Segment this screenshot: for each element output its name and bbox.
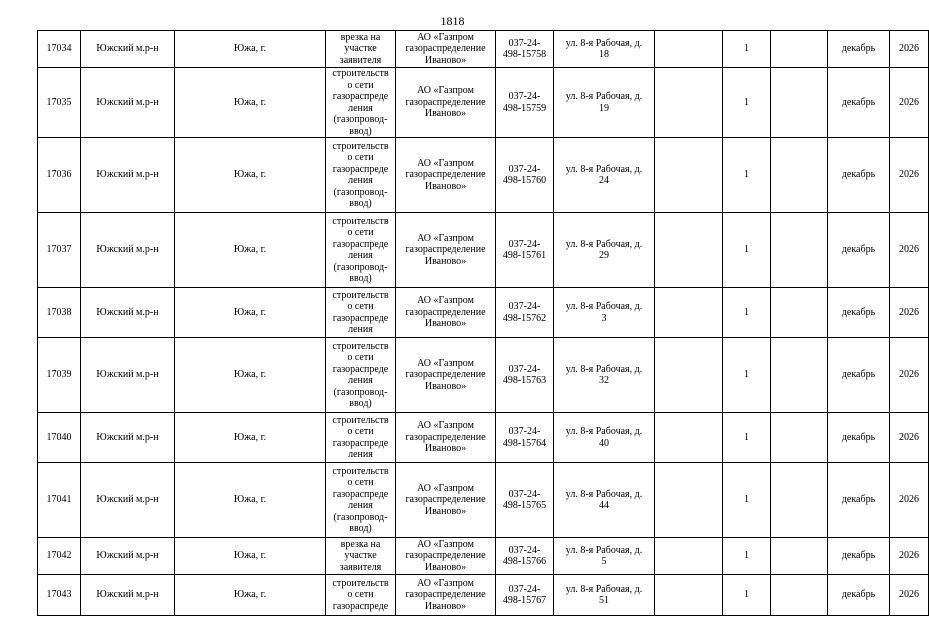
- cell-locality: Южа, г.: [175, 288, 326, 338]
- cell-work-type-line: заявителя: [339, 561, 382, 573]
- cell-organization-line: Иваново»: [424, 380, 467, 392]
- cell-work-type-line: о сети: [347, 477, 374, 488]
- cell-address-line: ул. 8-я Рабочая, д.: [565, 301, 643, 312]
- cell-organization: [396, 463, 496, 538]
- cell-work-type-line: ввод): [349, 125, 372, 137]
- cell-organization-line: газораспределение: [405, 369, 486, 381]
- cell-organization-line: Иваново»: [424, 54, 467, 66]
- cell-quantity: 1: [723, 338, 771, 413]
- cell-work-type-line: ления: [348, 175, 373, 186]
- cell-code: [496, 213, 554, 288]
- cell-organization-line: АО «Газпром: [417, 538, 474, 550]
- cell-month: декабрь: [828, 138, 890, 213]
- cell-year: 2026: [890, 338, 929, 413]
- cell-work-type-line: ввод): [349, 398, 372, 409]
- cell-work-type: [326, 68, 396, 138]
- cell-work-type-line: о сети: [347, 426, 374, 437]
- cell-code-line: 037-24-: [508, 488, 541, 500]
- cell-id: 17041: [38, 463, 81, 538]
- table-row: [38, 463, 929, 538]
- cell-district: Южский м.р-н: [81, 68, 175, 138]
- cell-address-line: ул. 8-я Рабочая, д.: [565, 583, 643, 595]
- cell-address-line: 3: [601, 312, 607, 324]
- cell-work-type-line: ления: [348, 500, 373, 511]
- cell-work-type-line: строительств: [332, 340, 389, 352]
- cell-work-type-line: (газопровод-: [333, 186, 388, 198]
- cell-work-type-line: (газопровод-: [333, 114, 388, 125]
- cell-work-type-line: о сети: [347, 589, 374, 601]
- cell-work-type: [326, 338, 396, 413]
- cell-work-type-line: (газопровод-: [333, 261, 388, 273]
- cell-quantity: 1: [723, 575, 771, 616]
- cell-month: декабрь: [828, 288, 890, 338]
- cell-month: декабрь: [828, 538, 890, 575]
- cell-empty-1: [655, 538, 723, 575]
- cell-quantity: 1: [723, 68, 771, 138]
- cell-code-line: 498-15760: [502, 175, 547, 186]
- cell-address-line: 44: [599, 500, 609, 511]
- cell-empty-1: [655, 338, 723, 413]
- cell-address-line: 32: [599, 375, 609, 386]
- cell-locality: Южа, г.: [175, 575, 326, 616]
- cell-work-type: [326, 31, 396, 68]
- cell-locality: Южа, г.: [175, 213, 326, 288]
- cell-year: 2026: [890, 413, 929, 463]
- cell-year: 2026: [890, 31, 929, 68]
- cell-code-line: 037-24-: [508, 583, 541, 595]
- cell-year: 2026: [890, 538, 929, 575]
- cell-month: декабрь: [828, 338, 890, 413]
- cell-organization: [396, 338, 496, 413]
- cell-empty-2: [771, 338, 828, 413]
- cell-address-line: 29: [599, 250, 609, 261]
- cell-organization-line: газораспределение: [405, 306, 486, 318]
- cell-organization-line: газораспределение: [405, 96, 486, 108]
- cell-code-line: 498-15767: [502, 595, 547, 606]
- cell-work-type-line: строительств: [332, 465, 389, 477]
- cell-empty-2: [771, 138, 828, 213]
- cell-quantity: 1: [723, 288, 771, 338]
- cell-address-line: 24: [599, 175, 609, 186]
- cell-organization-line: газораспределение: [405, 244, 486, 256]
- cell-work-type-line: врезка на: [340, 538, 381, 550]
- cell-empty-1: [655, 138, 723, 213]
- cell-code-line: 498-15765: [502, 500, 547, 511]
- cell-work-type-line: о сети: [347, 352, 374, 363]
- cell-district: Южский м.р-н: [81, 213, 175, 288]
- cell-locality: Южа, г.: [175, 31, 326, 68]
- cell-code-line: 498-15763: [502, 375, 547, 386]
- cell-code-line: 037-24-: [508, 91, 541, 102]
- cell-organization: [396, 413, 496, 463]
- cell-empty-1: [655, 68, 723, 138]
- cell-empty-2: [771, 31, 828, 68]
- cell-work-type-line: строительств: [332, 215, 389, 227]
- cell-address-line: 18: [599, 49, 609, 60]
- cell-organization-line: Иваново»: [424, 443, 467, 455]
- cell-month: декабрь: [828, 463, 890, 538]
- cell-locality: Южа, г.: [175, 338, 326, 413]
- cell-address-line: ул. 8-я Рабочая, д.: [565, 91, 643, 102]
- cell-code: [496, 463, 554, 538]
- cell-id: 17035: [38, 68, 81, 138]
- table-row: [38, 68, 929, 138]
- cell-address: [554, 68, 655, 138]
- cell-address: [554, 338, 655, 413]
- cell-work-type-line: о сети: [347, 301, 374, 312]
- cell-district: Южский м.р-н: [81, 575, 175, 616]
- cell-work-type-line: (газопровод-: [333, 511, 388, 523]
- cell-work-type-line: строительств: [332, 289, 389, 301]
- cell-code-line: 498-15758: [502, 49, 547, 60]
- cell-address: [554, 213, 655, 288]
- cell-empty-1: [655, 31, 723, 68]
- cell-work-type: [326, 575, 396, 616]
- cell-id: 17037: [38, 213, 81, 288]
- cell-code: [496, 338, 554, 413]
- table-row: [38, 538, 929, 575]
- cell-organization-line: АО «Газпром: [417, 157, 474, 169]
- cell-organization-line: Иваново»: [424, 318, 467, 330]
- cell-organization-line: Иваново»: [424, 180, 467, 192]
- cell-address-line: ул. 8-я Рабочая, д.: [565, 544, 643, 556]
- cell-district: Южский м.р-н: [81, 138, 175, 213]
- cell-work-type-line: газораспреде: [332, 312, 389, 324]
- cell-empty-2: [771, 575, 828, 616]
- cell-district: Южский м.р-н: [81, 338, 175, 413]
- cell-organization: [396, 68, 496, 138]
- cell-work-type-line: строительств: [332, 577, 389, 589]
- cell-id: 17040: [38, 413, 81, 463]
- cell-organization-line: АО «Газпром: [417, 577, 474, 589]
- cell-organization-line: Иваново»: [424, 561, 467, 573]
- cell-id: 17034: [38, 31, 81, 68]
- cell-code: [496, 575, 554, 616]
- cell-work-type-line: ления: [348, 324, 373, 335]
- cell-year: 2026: [890, 463, 929, 538]
- cell-empty-1: [655, 288, 723, 338]
- cell-work-type-line: строительств: [332, 68, 389, 79]
- cell-work-type: [326, 538, 396, 575]
- cell-work-type-line: ления: [348, 449, 373, 460]
- cell-code-line: 037-24-: [508, 37, 541, 49]
- cell-empty-2: [771, 68, 828, 138]
- cell-code: [496, 138, 554, 213]
- table-row: [38, 138, 929, 213]
- cell-organization-line: АО «Газпром: [417, 85, 474, 97]
- cell-code-line: 037-24-: [508, 301, 541, 312]
- cell-work-type-line: заявителя: [339, 54, 382, 66]
- cell-code-line: 037-24-: [508, 163, 541, 175]
- table-body: [38, 31, 929, 616]
- cell-organization-line: газораспределение: [405, 494, 486, 506]
- cell-organization: [396, 31, 496, 68]
- cell-code-line: 498-15759: [502, 102, 547, 114]
- cell-empty-2: [771, 463, 828, 538]
- cell-id: 17042: [38, 538, 81, 575]
- cell-address-line: ул. 8-я Рабочая, д.: [565, 363, 643, 375]
- cell-code: [496, 538, 554, 575]
- cell-year: 2026: [890, 575, 929, 616]
- cell-empty-1: [655, 575, 723, 616]
- cell-locality: Южа, г.: [175, 413, 326, 463]
- cell-code-line: 037-24-: [508, 238, 541, 250]
- cell-organization: [396, 138, 496, 213]
- cell-empty-2: [771, 288, 828, 338]
- cell-id: 17043: [38, 575, 81, 616]
- cell-address: [554, 463, 655, 538]
- cell-organization: [396, 575, 496, 616]
- cell-quantity: 1: [723, 213, 771, 288]
- cell-organization-line: АО «Газпром: [417, 232, 474, 244]
- cell-month: декабрь: [828, 31, 890, 68]
- cell-organization-line: АО «Газпром: [417, 295, 474, 307]
- cell-address: [554, 538, 655, 575]
- cell-code-line: 037-24-: [508, 544, 541, 556]
- cell-organization-line: газораспределение: [405, 43, 486, 55]
- cell-work-type-line: ввод): [349, 198, 372, 209]
- cell-code: [496, 68, 554, 138]
- cell-organization-line: АО «Газпром: [417, 357, 474, 369]
- cell-organization: [396, 288, 496, 338]
- cell-work-type-line: о сети: [347, 79, 374, 91]
- cell-quantity: 1: [723, 463, 771, 538]
- cell-work-type-line: ления: [348, 250, 373, 261]
- cell-empty-1: [655, 213, 723, 288]
- cell-work-type-line: участке: [344, 43, 377, 55]
- cell-address-line: ул. 8-я Рабочая, д.: [565, 488, 643, 500]
- cell-code-line: 498-15764: [502, 437, 547, 449]
- cell-work-type-line: врезка на: [340, 31, 381, 43]
- cell-organization-line: АО «Газпром: [417, 420, 474, 432]
- cell-district: Южский м.р-н: [81, 288, 175, 338]
- cell-work-type-line: участке: [344, 550, 377, 562]
- cell-work-type: [326, 213, 396, 288]
- cell-work-type: [326, 463, 396, 538]
- cell-address-line: 51: [599, 595, 609, 606]
- cell-district: Южский м.р-н: [81, 538, 175, 575]
- cell-work-type-line: газораспреде: [332, 238, 389, 250]
- cell-work-type-line: ввод): [349, 523, 372, 534]
- cell-quantity: 1: [723, 413, 771, 463]
- cell-organization-line: газораспределение: [405, 169, 486, 181]
- cell-work-type-line: о сети: [347, 227, 374, 238]
- cell-address-line: ул. 8-я Рабочая, д.: [565, 163, 643, 175]
- cell-organization-line: Иваново»: [424, 505, 467, 517]
- cell-quantity: 1: [723, 538, 771, 575]
- cell-work-type-line: строительств: [332, 140, 389, 152]
- table-row: [38, 213, 929, 288]
- cell-address: [554, 138, 655, 213]
- cell-month: декабрь: [828, 213, 890, 288]
- cell-address: [554, 288, 655, 338]
- cell-work-type-line: ввод): [349, 273, 372, 284]
- cell-work-type-line: газораспреде: [332, 600, 389, 612]
- cell-organization-line: газораспределение: [405, 589, 486, 601]
- cell-organization: [396, 538, 496, 575]
- cell-address: [554, 575, 655, 616]
- cell-code-line: 498-15766: [502, 556, 547, 567]
- cell-month: декабрь: [828, 575, 890, 616]
- cell-district: Южский м.р-н: [81, 413, 175, 463]
- cell-work-type-line: газораспреде: [332, 363, 389, 375]
- cell-organization-line: Иваново»: [424, 108, 467, 120]
- cell-locality: Южа, г.: [175, 138, 326, 213]
- table-row: [38, 288, 929, 338]
- table-row: [38, 575, 929, 616]
- cell-work-type-line: газораспреде: [332, 163, 389, 175]
- cell-year: 2026: [890, 288, 929, 338]
- cell-work-type: [326, 288, 396, 338]
- cell-organization-line: газораспределение: [405, 431, 486, 443]
- cell-empty-2: [771, 538, 828, 575]
- cell-quantity: 1: [723, 138, 771, 213]
- cell-organization: [396, 213, 496, 288]
- cell-empty-2: [771, 213, 828, 288]
- cell-work-type-line: ления: [348, 102, 373, 114]
- cell-locality: Южа, г.: [175, 463, 326, 538]
- cell-code-line: 037-24-: [508, 363, 541, 375]
- cell-code-line: 498-15761: [502, 250, 547, 261]
- cell-id: 17039: [38, 338, 81, 413]
- cell-address-line: ул. 8-я Рабочая, д.: [565, 37, 643, 49]
- cell-work-type-line: газораспреде: [332, 437, 389, 449]
- cell-district: Южский м.р-н: [81, 31, 175, 68]
- cell-empty-2: [771, 413, 828, 463]
- cell-empty-1: [655, 463, 723, 538]
- cell-locality: Южа, г.: [175, 68, 326, 138]
- cell-work-type-line: (газопровод-: [333, 386, 388, 398]
- cell-code: [496, 413, 554, 463]
- cell-address-line: 19: [599, 102, 609, 114]
- cell-year: 2026: [890, 138, 929, 213]
- cell-code-line: 037-24-: [508, 426, 541, 437]
- cell-locality: Южа, г.: [175, 538, 326, 575]
- cell-work-type-line: газораспреде: [332, 91, 389, 102]
- table-row: [38, 338, 929, 413]
- cell-address-line: ул. 8-я Рабочая, д.: [565, 238, 643, 250]
- cell-empty-1: [655, 413, 723, 463]
- cell-work-type-line: газораспреде: [332, 488, 389, 500]
- cell-month: декабрь: [828, 68, 890, 138]
- cell-organization-line: Иваново»: [424, 255, 467, 267]
- table-row: [38, 413, 929, 463]
- cell-year: 2026: [890, 213, 929, 288]
- cell-organization-line: газораспределение: [405, 550, 486, 562]
- cell-work-type-line: строительств: [332, 414, 389, 426]
- cell-organization-line: АО «Газпром: [417, 482, 474, 494]
- cell-district: Южский м.р-н: [81, 463, 175, 538]
- cell-organization-line: Иваново»: [424, 600, 467, 612]
- cell-id: 17038: [38, 288, 81, 338]
- cell-month: декабрь: [828, 413, 890, 463]
- cell-organization-line: АО «Газпром: [417, 31, 474, 43]
- registry-table: [37, 30, 929, 616]
- cell-year: 2026: [890, 68, 929, 138]
- cell-address: [554, 31, 655, 68]
- cell-work-type: [326, 138, 396, 213]
- cell-quantity: 1: [723, 31, 771, 68]
- cell-code: [496, 31, 554, 68]
- cell-code: [496, 288, 554, 338]
- cell-address-line: ул. 8-я Рабочая, д.: [565, 426, 643, 437]
- cell-address-line: 5: [601, 556, 607, 567]
- cell-work-type: [326, 413, 396, 463]
- cell-work-type-line: о сети: [347, 152, 374, 163]
- table-row: [38, 31, 929, 68]
- page-number: 1818: [440, 14, 465, 28]
- cell-address-line: 40: [599, 437, 609, 449]
- cell-address: [554, 413, 655, 463]
- cell-work-type-line: ления: [348, 375, 373, 386]
- cell-code-line: 498-15762: [502, 312, 547, 324]
- cell-id: 17036: [38, 138, 81, 213]
